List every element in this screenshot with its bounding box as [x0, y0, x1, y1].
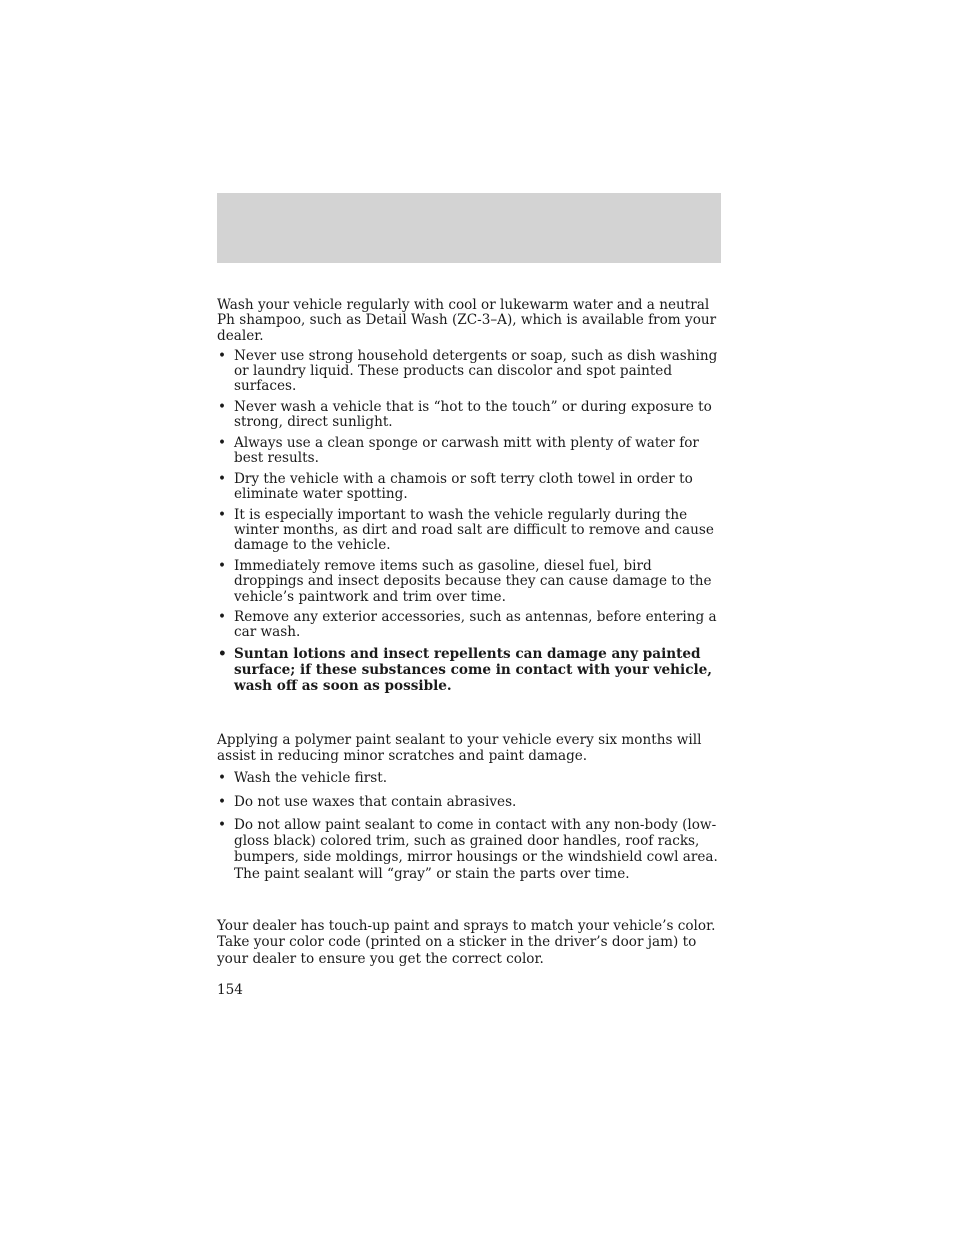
warning-text: Suntan lotions and insect repellents can damage any painted surface; if these substances come in contact with your vehicle, wash off as soon as possible. [234, 646, 713, 695]
bullet-icon: • [218, 793, 227, 810]
list-item-text: Remove any exterior accessories, such as antennas, before entering a car wash. [234, 609, 717, 641]
list-item [217, 610, 723, 641]
washing-intro: Wash your vehicle regularly with cool or lukewarm water and a neutral Ph shampoo, such as Detail Wash (ZC-3–A), which is available from your dealer. [217, 297, 717, 344]
bullet-icon: • [218, 470, 227, 487]
list-item [217, 508, 723, 554]
list-item-text: Always use a clean sponge or carwash mitt with plenty of water for best results. [234, 434, 699, 467]
list-item [217, 436, 723, 467]
bullet-icon: • [218, 770, 227, 787]
waxing-intro: Applying a polymer paint sealant to your vehicle every six months will assist in reducing minor scratches and paint damage. [217, 731, 702, 764]
list-item-text: Dry the vehicle with a chamois or soft terry cloth towel in order to eliminate water spotting. [234, 470, 693, 503]
list-item [217, 472, 723, 503]
list-item [217, 817, 723, 882]
list-item-text: Never wash a vehicle that is “hot to the touch” or during exposure to strong, direct sunlight. [234, 399, 712, 431]
header-band [217, 193, 721, 263]
page-number: 154 [217, 982, 243, 999]
list-item-text: It is especially important to wash the vehicle regularly during the winter months, as dirt and road salt are difficult to remove and cause damage to the vehicle. [234, 506, 714, 554]
list-item [217, 349, 723, 395]
list-item [217, 559, 723, 605]
bullet-icon: • [218, 609, 227, 626]
bullet-icon: • [218, 646, 227, 663]
bullet-icon: • [218, 816, 227, 833]
list-item-text: Do not use waxes that contain abrasives. [234, 793, 517, 810]
list-item-text: Wash the vehicle first. [234, 770, 388, 787]
bullet-icon: • [218, 434, 227, 451]
list-item-text: Immediately remove items such as gasoline, diesel fuel, bird droppings and insect deposits because they can cause damage to the vehicle’s paintwork and trim over time. [234, 557, 712, 605]
touchup-paragraph: Your dealer has touch-up paint and sprays to match your vehicle’s color. Take your color code (printed on a sticker in the driver’s door jam) to your dealer to ensure you get the correct color. [217, 918, 716, 967]
list-item [217, 400, 723, 431]
list-item-text: Never use strong household detergents or soap, such as dish washing or laundry liquid. These products can discolor and spot painted surfaces. [234, 347, 718, 395]
list-item-text: Do not allow paint sealant to come in contact with any non-body (low-gloss black) colored trim, such as grained door handles, roof racks, bumpers, side moldings, mirror housings or the windshield cowl area. The paint sealant will “gray” or stain the parts over time. [234, 816, 718, 882]
waxing-bullet-list [217, 770, 723, 882]
page-content [217, 298, 723, 998]
bullet-icon: • [218, 399, 227, 416]
bullet-icon: • [218, 557, 227, 574]
bullet-icon: • [218, 506, 227, 523]
warning-list-item [217, 646, 723, 695]
list-item [217, 794, 723, 810]
bullet-icon: • [218, 347, 227, 364]
washing-bullet-list [217, 349, 723, 695]
list-item [217, 770, 723, 786]
